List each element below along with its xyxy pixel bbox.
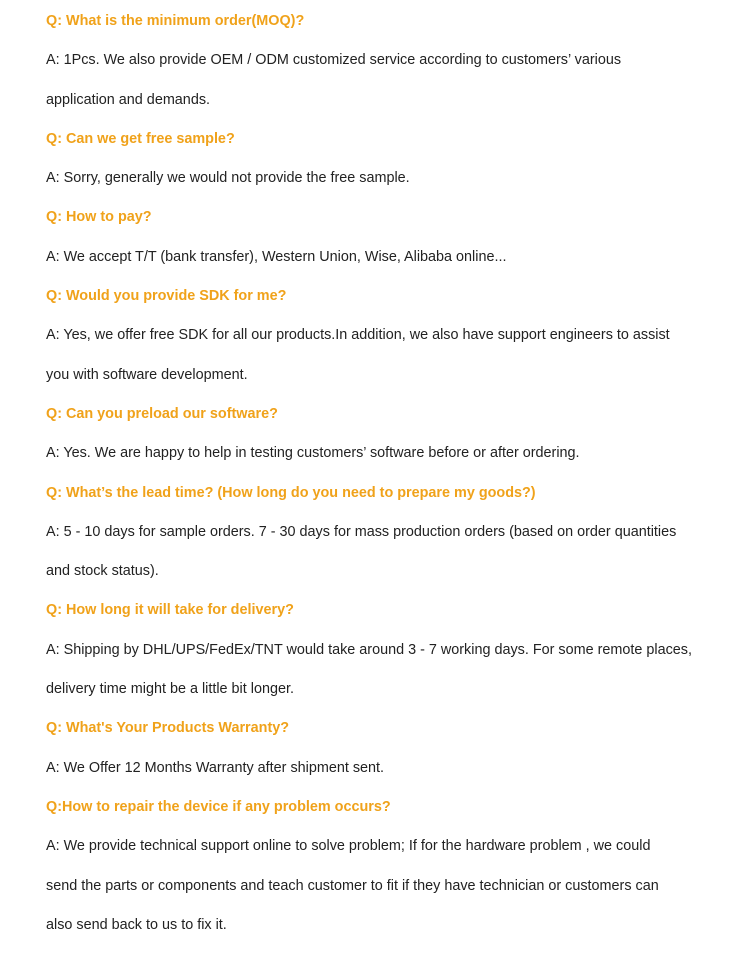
faq-answer-lead-time-line-1: A: 5 - 10 days for sample orders. 7 - 30 days for mass production orders (based on order quantities bbox=[46, 523, 677, 540]
faq-answer-warranty-line-1: A: We Offer 12 Months Warranty after shipment sent. bbox=[46, 759, 385, 776]
faq-answer-delivery-line-1: A: Shipping by DHL/UPS/FedEx/TNT would take around 3 - 7 working days. For some remote places, bbox=[46, 641, 693, 658]
faq-answer-repair-line-2: send the parts or components and teach customer to fit if they have technician or customers can bbox=[46, 877, 659, 894]
faq-answer-repair-line-3: also send back to us to fix it. bbox=[46, 916, 227, 933]
faq-answer-payment-line-1: A: We accept T/T (bank transfer), Western Union, Wise, Alibaba online... bbox=[46, 248, 507, 265]
faq-question-warranty: Q: What's Your Products Warranty? bbox=[46, 720, 290, 737]
faq-answer-repair-line-1: A: We provide technical support online to solve problem; If for the hardware problem , we could bbox=[46, 838, 651, 855]
faq-answer-lead-time-line-2: and stock status). bbox=[46, 563, 159, 580]
faq-question-moq: Q: What is the minimum order(MOQ)? bbox=[46, 13, 305, 29]
faq-question-free-sample: Q: Can we get free sample? bbox=[46, 130, 235, 147]
faq-question-delivery: Q: How long it will take for delivery? bbox=[46, 602, 294, 619]
faq-answer-sdk-line-2: you with software development. bbox=[46, 366, 248, 383]
faq-question-repair: Q:How to repair the device if any problem occurs? bbox=[46, 798, 391, 815]
faq-answer-moq-line-2: application and demands. bbox=[46, 91, 211, 108]
faq-question-preload-software: Q: Can you preload our software? bbox=[46, 405, 278, 422]
faq-answer-moq-line-1: A: 1Pcs. We also provide OEM / ODM customized service according to customers’ various bbox=[46, 52, 622, 69]
faq-question-lead-time: Q: What’s the lead time? (How long do you need to prepare my goods?) bbox=[46, 484, 536, 501]
faq-list bbox=[46, 2, 726, 945]
faq-question-payment: Q: How to pay? bbox=[46, 209, 152, 226]
faq-answer-free-sample-line-1: A: Sorry, generally we would not provide the free sample. bbox=[46, 170, 410, 187]
faq-answer-delivery-line-2: delivery time might be a little bit longer. bbox=[46, 681, 294, 698]
faq-answer-sdk-line-1: A: Yes, we offer free SDK for all our products.In addition, we also have support engineers to assist bbox=[46, 327, 670, 344]
faq-question-sdk: Q: Would you provide SDK for me? bbox=[46, 288, 287, 305]
faq-answer-preload-software-line-1: A: Yes. We are happy to help in testing customers’ software before or after ordering. bbox=[46, 445, 580, 462]
